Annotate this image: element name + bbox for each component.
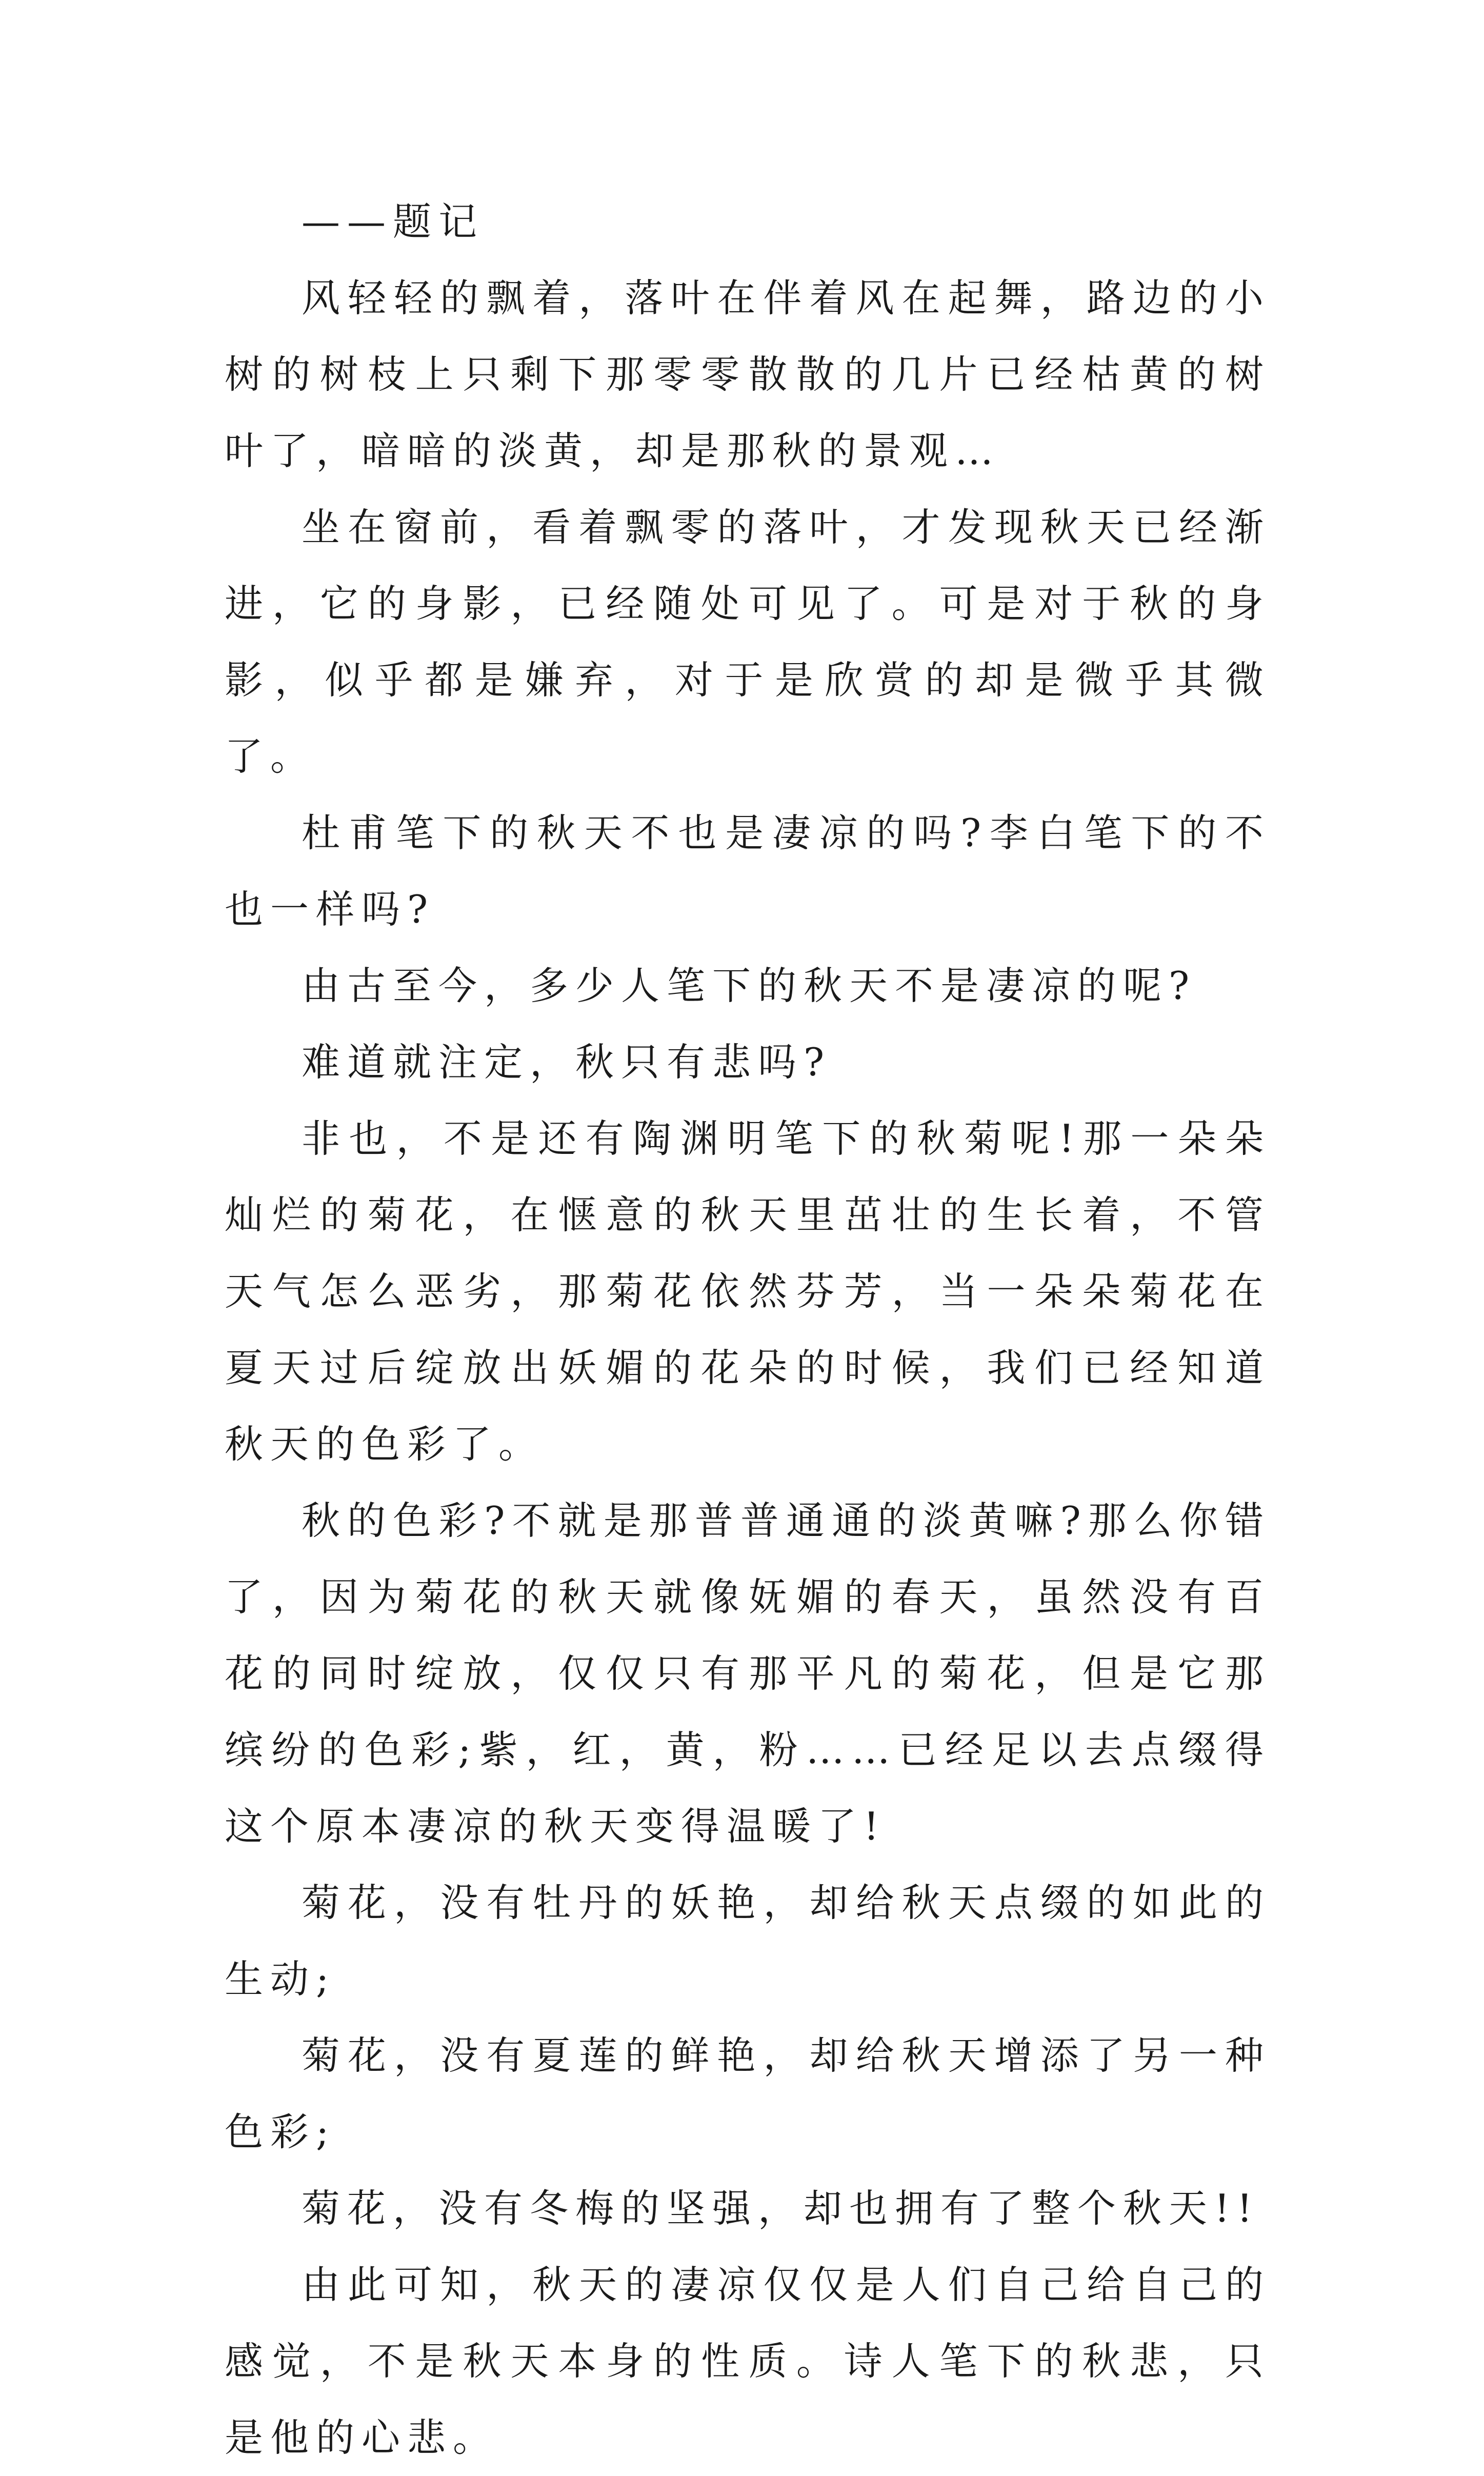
paragraph: 由古至今，多少人笔下的秋天不是凄凉的呢? — [302, 963, 1197, 1008]
paragraph: 秋的色彩?不就是那普普通通的淡黄嘛?那么你错了，因为菊花的秋天就像妩媚的春天，虽然没有百花的同时绽放，仅仅只有那平凡的菊花，但是它那缤纷的色彩;紫，红，黄，粉……已经足以去点缀得这个原本凄凉的秋天变得温暖了! — [225, 1498, 1271, 1849]
paragraph: 风轻轻的飘着，落叶在伴着风在起舞，路边的小树的树枝上只剩下那零零散散的几片已经枯黄的树叶了，暗暗的淡黄，却是那秋的景观… — [225, 275, 1271, 473]
paragraph: 由此可知，秋天的凄凉仅仅是人们自己给自己的感觉，不是秋天本身的性质。诗人笔下的秋悲，只是他的心悲。 — [225, 2262, 1271, 2460]
paragraph: 菊花，没有夏莲的鲜艳，却给秋天增添了另一种色彩; — [225, 2033, 1271, 2154]
paragraph: 难道就注定，秋只有悲吗? — [302, 1040, 832, 1085]
paragraph: 杜甫笔下的秋天不也是凄凉的吗?李白笔下的不也一样吗? — [225, 810, 1271, 932]
paragraph: 菊花，没有冬梅的坚强，却也拥有了整个秋天!! — [302, 2186, 1260, 2231]
paragraph: 坐在窗前，看着飘零的落叶，才发现秋天已经渐进，它的身影，已经随处可见了。可是对于秋的身影，似乎都是嫌弃，对于是欣赏的却是微乎其微了。 — [225, 505, 1271, 779]
paragraph: 菊花，没有牡丹的妖艳，却给秋天点缀的如此的生动; — [225, 1880, 1271, 2002]
paragraph: 非也，不是还有陶渊明笔下的秋菊呢!那一朵朵灿烂的菊花，在惬意的秋天里茁壮的生长着，不管天气怎么恶劣，那菊花依然芬芳，当一朵朵菊花在夏天过后绽放出妖媚的花朵的时候，我们已经知道秋天的色彩了。 — [225, 1116, 1271, 1467]
article-body — [225, 184, 1271, 2476]
epigraph-attribution: ——题记 — [302, 199, 485, 244]
